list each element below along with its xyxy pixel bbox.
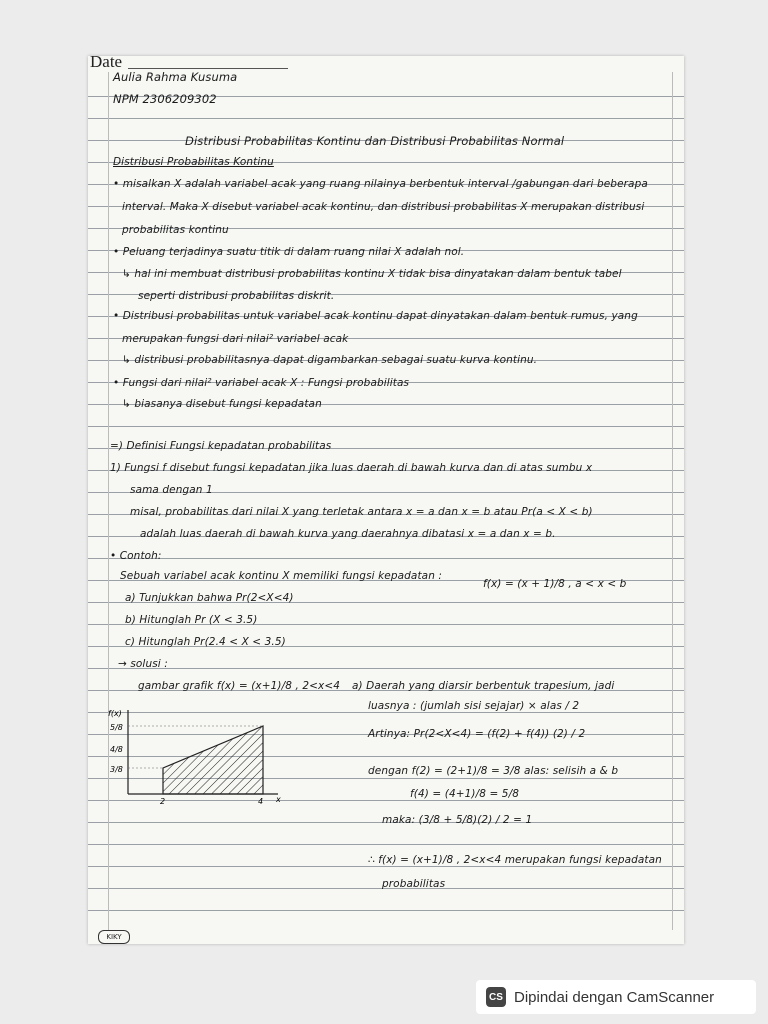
note-line-title: Distribusi Probabilitas Kontinu dan Distribusi Probabilitas Normal — [185, 134, 565, 148]
note-line-s6: maka: (3/8 + 5/8)(2) / 2 = 1 — [382, 814, 533, 826]
note-line-g1: gambar grafik f(x) = (x+1)/8 , 2<x<4 — [138, 680, 340, 692]
trapezoid-graph — [108, 702, 308, 812]
x-tick-4: 4 — [258, 797, 264, 806]
ruled-line — [88, 118, 684, 119]
date-label: Date — [90, 52, 123, 71]
note-line-s7: ∴ f(x) = (x+1)/8 , 2<x<4 merupakan fungsi kepadatan — [368, 854, 662, 866]
note-line-npm: NPM 2306209302 — [113, 92, 217, 106]
ruled-line — [88, 844, 684, 845]
note-line-b2a: • Peluang terjadinya suatu titik di dalam ruang nilai X adalah nol. — [113, 246, 465, 258]
note-line-def: =) Definisi Fungsi kepadatan probabilitas — [110, 440, 332, 452]
note-line-d2a: misal, probabilitas dari nilai X yang terletak antara x = a dan x = b atau Pr(a < X < b) — [130, 506, 593, 518]
ruled-line — [88, 866, 684, 867]
note-line-b1a: • misalkan X adalah variabel acak yang ruang nilainya berbentuk interval /gabungan dari beberapa — [113, 178, 648, 190]
x-tick-2: 2 — [160, 797, 166, 806]
camscanner-watermark — [476, 980, 756, 1014]
ruled-line — [88, 910, 684, 911]
note-line-b3c: ↳ distribusi probabilitasnya dapat digambarkan sebagai suatu kurva kontinu. — [122, 354, 538, 366]
note-line-b2c: seperti distribusi probabilitas diskrit. — [138, 290, 335, 302]
note-line-s5: f(4) = (4+1)/8 = 5/8 — [410, 788, 519, 800]
note-line-c1: Sebuah variabel acak kontinu X memiliki fungsi kepadatan : — [120, 570, 443, 582]
note-line-d2b: adalah luas daerah di bawah kurva yang daerahnya dibatasi x = a dan x = b. — [140, 528, 556, 540]
note-line-section1: Distribusi Probabilitas Kontinu — [113, 156, 274, 168]
shaded-trapezoid — [163, 726, 263, 794]
note-line-name: Aulia Rahma Kusuma — [113, 70, 238, 84]
note-line-b4b: ↳ biasanya disebut fungsi kepadatan — [122, 398, 322, 410]
ruled-line — [88, 426, 684, 427]
note-line-s8: probabilitas — [382, 878, 446, 890]
note-line-s1: a) Daerah yang diarsir berbentuk trapesium, jadi — [352, 680, 615, 692]
note-line-b2b: ↳ hal ini membuat distribusi probabilitas kontinu X tidak bisa dinyatakan dalam bentuk tabel — [122, 268, 622, 280]
note-line-cf: f(x) = (x + 1)/8 , a < x < b — [483, 578, 627, 590]
note-line-b3a: • Distribusi probabilitas untuk variabel acak kontinu dapat dinyatakan dalam bentuk rumus, yang — [113, 310, 638, 322]
graph-ylabel: f(x) — [108, 709, 122, 718]
note-line-b1c: probabilitas kontinu — [122, 224, 229, 236]
note-line-sol: → solusi : — [118, 658, 168, 670]
note-line-s4: dengan f(2) = (2+1)/8 = 3/8 alas: selisih a & b — [368, 765, 619, 777]
y-tick-4-8: 4/8 — [110, 745, 123, 754]
note-line-d1b: sama dengan 1 — [130, 484, 213, 496]
notebook-brand-logo: KIKY — [98, 930, 130, 944]
y-tick-3-8: 3/8 — [110, 765, 123, 774]
note-line-d1a: 1) Fungsi f disebut fungsi kepadatan jika luas daerah di bawah kurva dan di atas sumbu x — [110, 462, 593, 474]
note-line-contoh: • Contoh: — [110, 550, 162, 562]
right-margin-line — [672, 72, 673, 930]
note-line-cb: b) Hitunglah Pr (X < 3.5) — [125, 614, 258, 626]
ruled-line — [88, 668, 684, 669]
note-line-cc: c) Hitunglah Pr(2.4 < X < 3.5) — [125, 636, 286, 648]
y-tick-5-8: 5/8 — [110, 723, 123, 732]
note-line-b1b: interval. Maka X disebut variabel acak kontinu, dan distribusi probabilitas X merupakan distribusi — [122, 201, 645, 213]
note-line-s3: Artinya: Pr(2<X<4) = (f(2) + f(4)) (2) / 2 — [368, 728, 586, 740]
note-line-b3b: merupakan fungsi dari nilai² variabel acak — [122, 333, 349, 345]
date-line — [128, 68, 288, 69]
ruled-line — [88, 558, 684, 559]
note-line-ca: a) Tunjukkan bahwa Pr(2<X<4) — [125, 592, 294, 604]
camscanner-icon: CS — [486, 987, 506, 1007]
note-line-s2: luasnya : (jumlah sisi sejajar) × alas / 2 — [368, 700, 580, 712]
graph-xlabel: x — [276, 795, 281, 804]
camscanner-text: Dipindai dengan CamScanner — [514, 988, 715, 1006]
note-line-b4a: • Fungsi dari nilai² variabel acak X : Fungsi probabilitas — [113, 377, 410, 389]
